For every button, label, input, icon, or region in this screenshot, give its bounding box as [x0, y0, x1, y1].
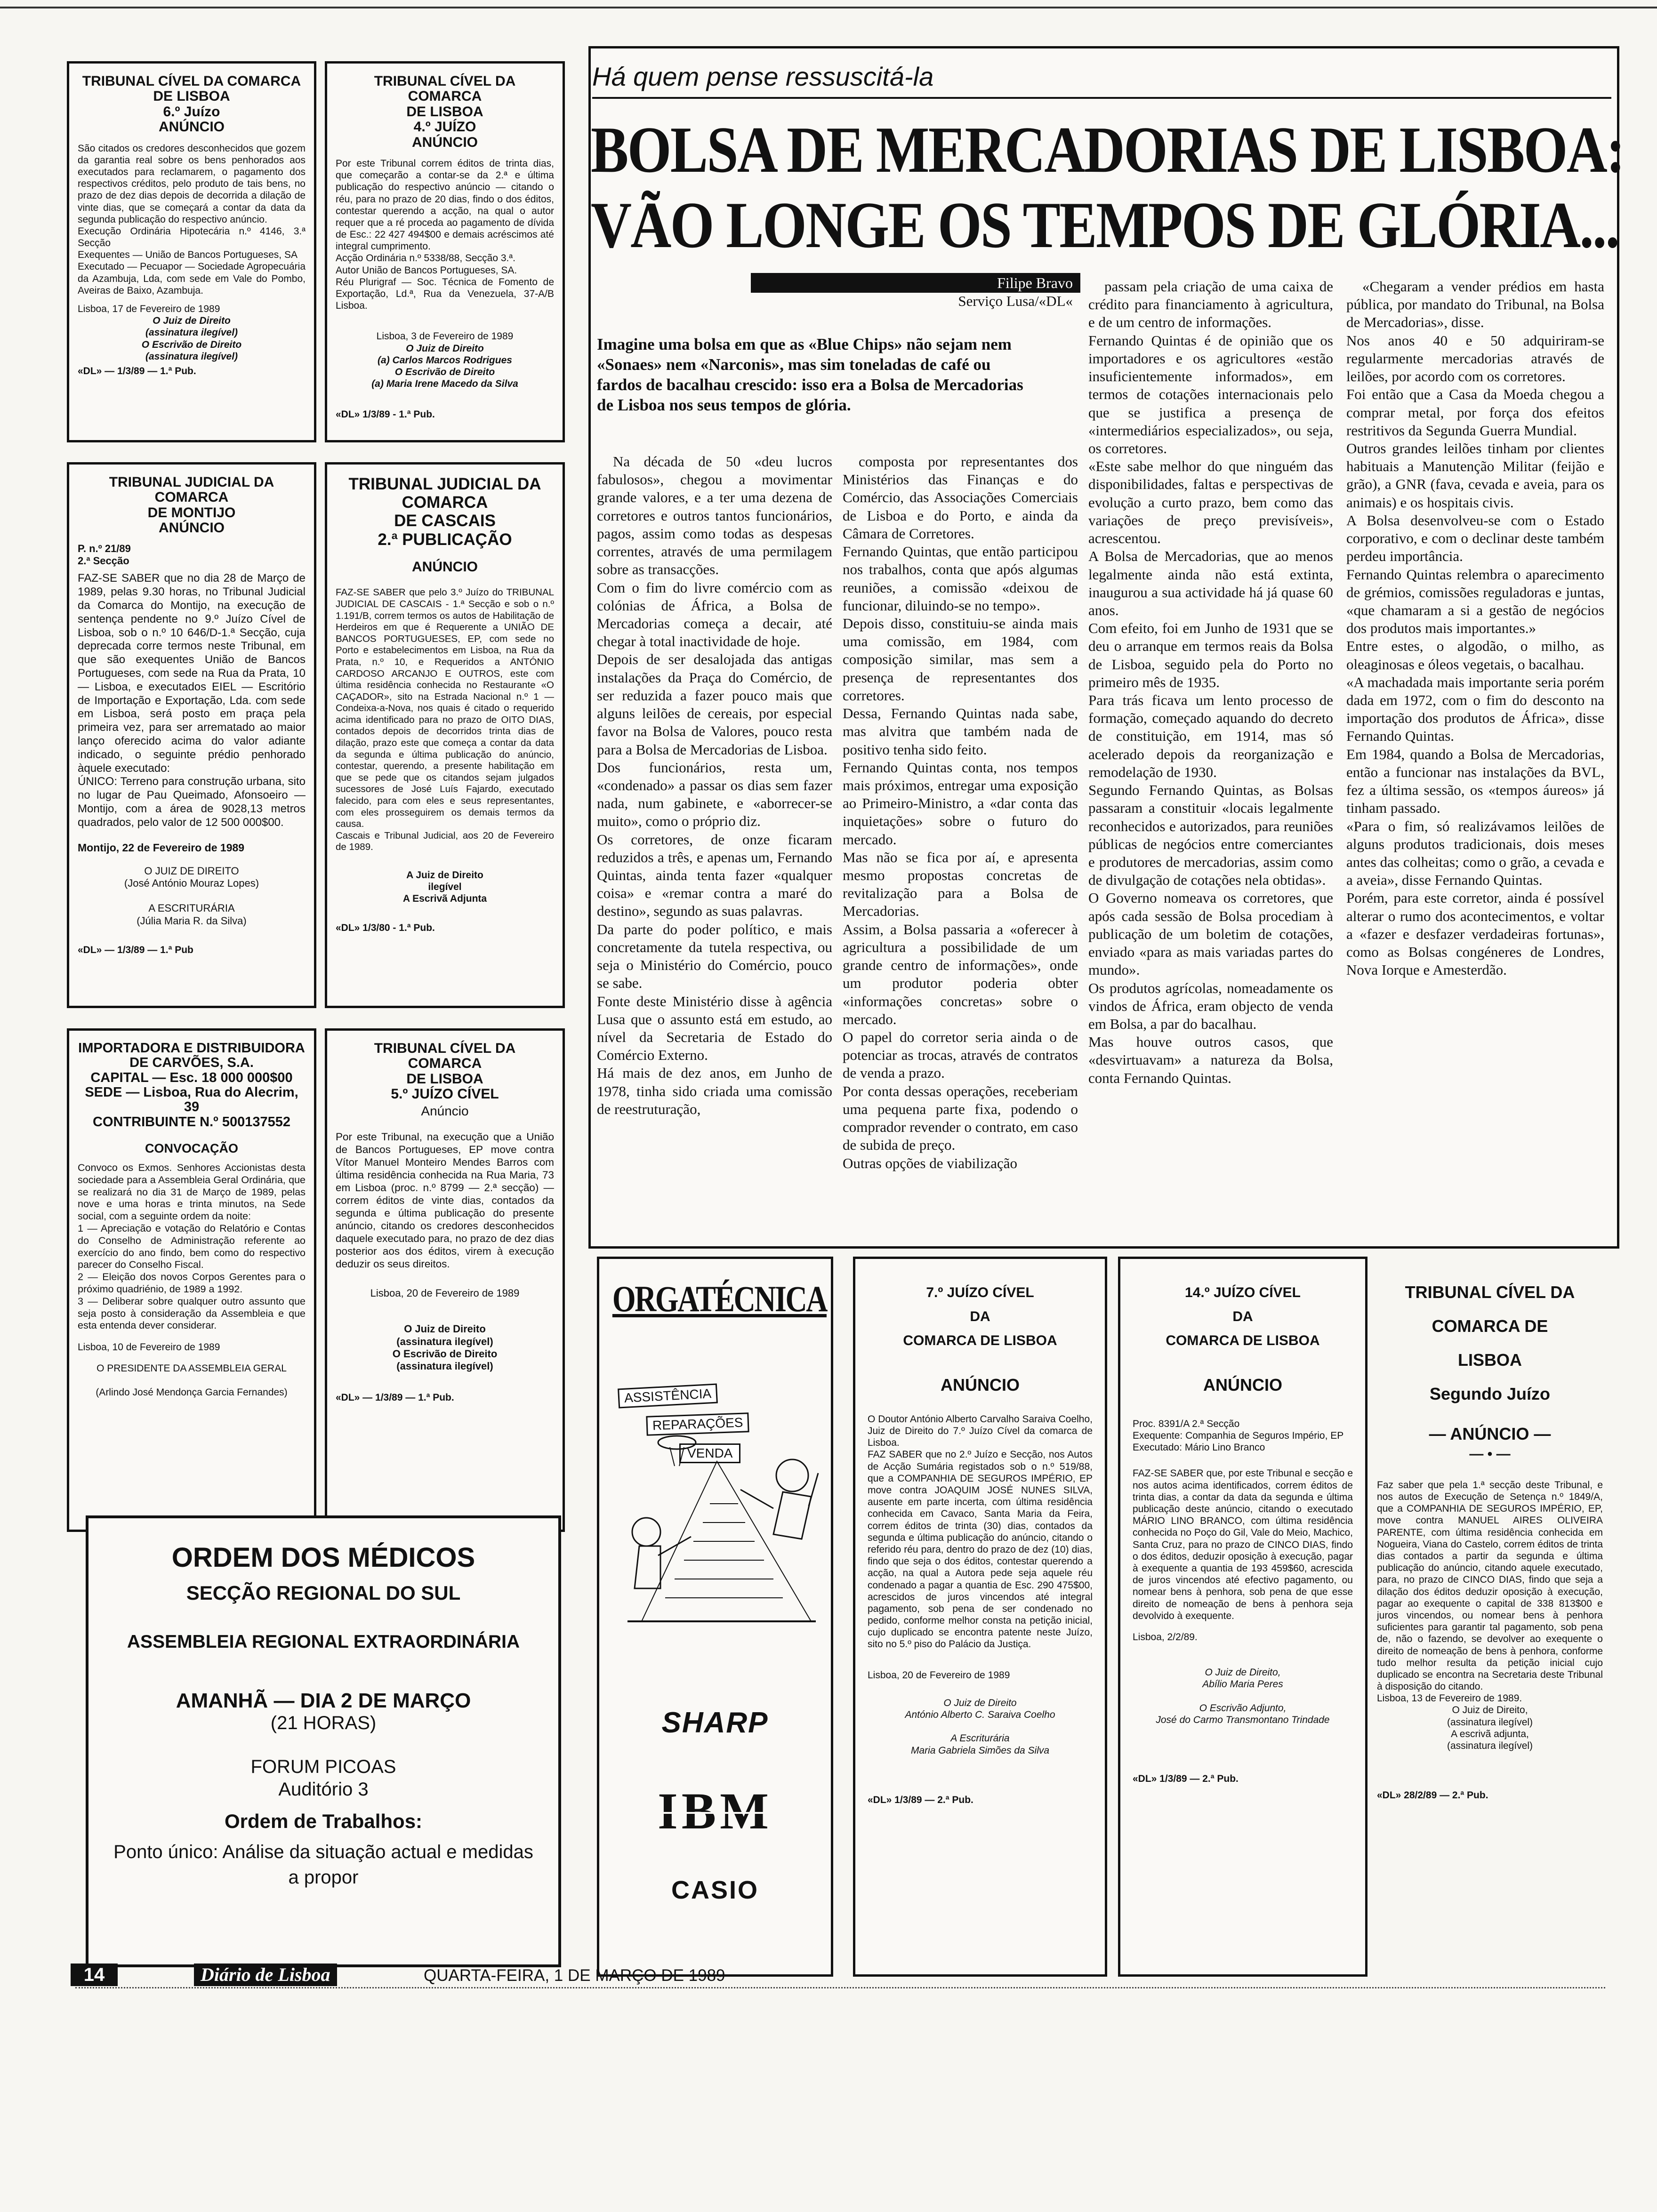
notice-subtitle: — ANÚNCIO —	[1429, 1424, 1551, 1443]
article-column-4: «Chegaram a vender prédios em hasta pública, por mandato do Tribunal, na Bolsa de Mercadorias», disse. Nos anos 40 e 50 adquiriram-se regularmente mercadorias através de leilões, por acordo com os corretores. Foi então que a Casa da Moeda chegou a comprar metal, por força dos efeitos restritivos da Segunda Guerra Mundial. Outros grandes leilões tinham por clientes habituais a Manutenção Militar (feijão e grão), a GNR (fava, cevada e aveia, para os animais) e os hospitais civis. A Bolsa desenvolveu-se com o Estado corporativo, e com o declinar deste também perdeu importância. Fernando Quintas relembra o aparecimento de grémios, comissões reguladoras e juntas, «que chamaram a si a gestão de negócios dos produtos mais importantes.» Entre estes, o algodão, o milho, as oleaginosas e óleos vegetais, o bacalhau. «A machadada mais importante seria porém dada em 1972, com o fim do desconto na importação dos produtos de África», disse Fernando Quintas. Em 1984, quando a Bolsa de Mercadorias, então a funcionar nas instalações da BVL, fez a última sessão, os «tempos áureos» já tinham passado. «Para o fim, só realizávamos leilões de alguns produtos tradicionais, dois meses antes das colheitas; como o grão, a cevada e a aveia», disse Fernando Quintas. Porém, para este corretor, ainda é possível alterar o rumo dos acontecimentos, e voltar a «fazer e desfazer verdadeiras fortunas», como as Bolsas congéneres de Londres, Nova Iorque e Amesterdão.	[1346, 278, 1604, 978]
article-column-3: passam pela criação de uma caixa de crédito para financiamento à agricultura, e de um centro de informações. Fernando Quintas é de opinião que os importadores e os agricultores «estão insuficientemente informados», em termos de cotações internacionais pelo que se justifica a presença de «intermediários especializados», ou seja, os corretores. «Este sabe melhor do que ninguém das disponibilidades, faltas e perspectivas de evolução a curto prazo, bem como das variações de preço previsíveis», acrescentou. A Bolsa de Mercadorias, que ao menos legalmente ainda não está extinta, inaugurou a sua actividade há já quase 60 anos. Com efeito, foi em Junho de 1931 que se deu o arranque em termos reais da Bolsa de Lisboa, seguido pela do Porto no primeiro mês de 1935. Para trás ficava um lento processo de formação, começado aquando do decreto de constituição, em 1914, mas só acelerado depois da reorganização e remodelação de 1930. Segundo Fernando Quintas, as Bolsas passaram a constituir «locais legalmente reconhecidos e autorizados, para reuniões públicas de negócios entre comerciantes e produtores de mercadorias, assim como de divulgação de cotações nela obtidas». O Governo nomeava os corretores, que após cada sessão de Bolsa procediam à publicação de um boletim de cotações, enviado «para as mais variadas partes do mundo». Os produtos agrícolas, nomeadamente os vindos de África, eram objecto de venda em Bolsa, a par do bacalhau. Mas houve outros casos, que «desvirtuavam» a natureza da Bolsa, conta Fernando Quintas.	[1088, 278, 1333, 1086]
ad-agenda: Ponto único: Análise da situação actual e medidas a propor	[113, 1842, 533, 1888]
notice-date: Lisboa, 20 de Fevereiro de 1989	[868, 1669, 1010, 1681]
notice-signatures: O Juiz de Direito (a) Carlos Marcos Rodrigues O Escrivão de Direito (a) Maria Irene Macedo da Silva	[371, 343, 518, 390]
notice-ref: «DL» 1/3/89 — 2.ª Pub.	[868, 1794, 973, 1805]
notice-body: São citados os credores desconhecidos que gozem da garantia real sobre os bens penhorados aos executados para reclamarem, o pagamento dos respectivos créditos, pelo produto de tais bens, no prazo de dez dias depois de decorrida a dilação de vinte dias, que se começará a contar da data da segunda publicação do respectivo anúncio. Execução Ordinária Hipotecária n.º 4146, 3.ª Secção Exequentes — União de Bancos Portugueses, SA Executado — Pecuapor — Sociedade Agropecuária da Azambuja, Lda, com sede em Vale do Pombo, Aveiras de Baixo, Azambuja.	[78, 143, 306, 296]
ad-time: (21 HORAS)	[270, 1713, 377, 1733]
notice-body: O Doutor António Alberto Carvalho Saraiva Coelho, Juiz de Direito do 7.º Juízo Cível da comarca de Lisboa. FAZ SABER que no 2.º Juízo e Secção, nos Autos de Acção Sumária registados sob o n.º 519/88, que a COMPANHIA DE SEGUROS IMPÉRIO, EP move contra JOAQUIM JOSÉ NUNES SILVA, ausente em parte incerta, com última residência conhecida em Cavaco, Santa Maria da Feira, correm éditos de trinta (30) dias, contados da segunda e última publicação do anúncio, citando o referido réu para, dentro do prazo de dez (10) dias, findo que seja o dos éditos, contestar querendo a acção, na qual a Autora pede seja aquele réu condenado a pagar a quantia de Esc. 290 475$00, acrescidos de juros vincendos até integral pagamento, sob pena de ser condenado no pedido, conforme melhor consta na petição inicial, cujo duplicado se encontra patente neste Juízo, sito no 5.º piso do Palácio da Justiça.	[868, 1413, 1093, 1650]
notice-title: TRIBUNAL CÍVEL DA COMARCA DE LISBOA 6.º Juízo ANÚNCIO	[82, 73, 301, 135]
article-headline-line-2: VÃO LONGE OS TEMPOS DE GLÓRIA...	[591, 189, 1619, 262]
notice-date: Montijo, 22 de Fevereiro de 1989	[78, 842, 245, 854]
ad-agenda-title: Ordem de Trabalhos:	[224, 1810, 423, 1832]
notice-ref: «DL» — 1/3/89 — 1.ª Pub.	[78, 365, 196, 377]
notice-title: TRIBUNAL JUDICIAL DA COMARCA DE CASCAIS 2.ª PUBLICAÇÃO	[348, 475, 541, 549]
masthead: Diário de Lisboa	[194, 1964, 337, 1986]
notice-7-juizo-civel	[853, 1257, 1107, 1977]
article-kicker: Há quem pense ressuscitá-la	[592, 62, 934, 91]
notice-title: 7.º JUÍZO CÍVEL DA COMARCA DE LISBOA	[903, 1285, 1057, 1348]
page-date: QUARTA-FEIRA, 1 DE MARÇO DE 1989	[424, 1966, 725, 1985]
notice-body: FAZ-SE SABER que no dia 28 de Março de 1989, pelas 9.30 horas, no Tribunal Judicial da Comarca do Montijo, na execução de sentença pendente no 9.º Juízo Cível de Lisboa, sob o n.º 10 646/D-1.ª Secção, cuja deprecada corre termos neste Tribunal, em que são exequentes União de Bancos Portugueses, com sede na Rua da Prata, 10 — Lisboa, e executados EIEL — Escritório de Importação e Exportação, Lda. com sede em Lisboa, será posto em praça pela primeira vez, para ser arrematado ao maior lanço oferecido acima do valor adiante indicado, o seguinte prédio penhorado àquele executado: ÚNICO: Terreno para construção urbana, sito no lugar de Pau Queimado, Afonsoeiro — Montijo, com a área de 9028,13 metros quadrados, pelo valor de 12 500 000$00.	[78, 572, 306, 829]
dot-divider: — • —	[1469, 1446, 1511, 1462]
notice-signatures: O Juiz de Direito (assinatura ilegível) O Escrivão de Direito (assinatura ilegível)	[392, 1323, 498, 1372]
notice-body: FAZ-SE SABER que, por este Tribunal e secção e nos autos acima identificados, correm éditos de trinta dias, a contar da data da segunda e última publicação deste anúncio, citando o executado MÁRIO LINO BRANCO, com última residência conhecida no Poço do Gil, Vale do Meio, Machico, Santa Cruz, para no prazo de CINCO DIAS, findo o dos éditos, deduzir oposição à execução, pagar à exequente a quantia de 193 459$60, acrescida de juros vincendos até efectivo pagamento, ou nomear bens à penhora, sob pena de que esse direito de nomeação de bens à penhora seja devolvido à exequente.	[1133, 1468, 1353, 1621]
notice-signatures: O Juiz de Direito António Alberto C. Saraiva Coelho A Escriturária Maria Gabriela Simões da Silva	[905, 1697, 1055, 1756]
brand-ibm: IBM	[658, 1782, 772, 1840]
notice-signatures: A Juiz de Direito ilegível A Escrivã Adjunta	[402, 870, 487, 905]
notice-tribunal-cascais	[325, 462, 565, 1008]
notice-title: TRIBUNAL CÍVEL DA COMARCA DE LISBOA 4.º JUÍZO ANÚNCIO	[374, 73, 516, 150]
notice-tribunal-civel-5-juizo	[325, 1028, 565, 1532]
notice-date: Lisboa, 20 de Fevereiro de 1989	[370, 1287, 520, 1299]
notice-body: Faz saber que pela 1.ª secção deste Tribunal, e nos autos de Execução de Setença n.º 1849/A, que a COMPANHIA DE SEGUROS IMPÉRIO, EP, move contra MANUEL AIRES OLIVEIRA PARENTE, com última residência conhecida em Nogueira, Viana do Castelo, correm éditos de trinta dias contados a partir da segunda e última publicação do anúncio, citando aquele executado, para, no prazo de CINCO DIAS, findo que seja a dilação dos éditos deduzir oposição à execução, pagar ao exequente o capital de 338 813$00 e juros vincendos, ou nomear bens à penhora suficientes para garantir tal pagamento, sob pena de, não o fazendo, se devolver ao exequente o direito de nomeação de bens à penhora, conforme tudo melhor resulta da petição inicial cujo duplicado se encontra na Secretaria deste Tribunal à disposição do citando. Lisboa, 13 de Fevereiro de 1989.	[1377, 1479, 1603, 1704]
notice-ref: «DL» 28/2/89 — 2.ª Pub.	[1377, 1790, 1488, 1801]
page-number: 14	[71, 1964, 118, 1986]
tag-venda: VENDA	[679, 1443, 740, 1463]
article-author: Filipe Bravo	[751, 273, 1080, 293]
notice-subtitle: CONVOCAÇÃO	[145, 1141, 238, 1155]
article-headline-line-1: BOLSA DE MERCADORIAS DE LISBOA:	[591, 113, 1624, 186]
notice-title: TRIBUNAL JUDICIAL DA COMARCA DE MONTIJO ANÚNCIO	[109, 474, 274, 536]
article-lead: Imagine uma bolsa em que as «Blue Chips» não sejam nem «Sonaes» nem «Narconis», mas sim toneladas de café ou fardos de bacalhau crescido: isso era a Bolsa de Mercadorias de Lisboa nos seus tempos de glória.	[597, 335, 1023, 415]
notice-signatures: O Juiz de Direito, (assinatura ilegível) A escrivã adjunta, (assinatura ilegível)	[1447, 1705, 1533, 1751]
notice-body: FAZ-SE SABER que pelo 3.º Juízo do TRIBUNAL JUDICIAL DE CASCAIS - 1.ª Secção e sob o n.º 1.191/B, correm termos os autos de Habilitação de Herdeiros em que é Requerente a UNIÃO DE BANCOS PORTUGUESES, EP, com sede no Porto e estabelecimentos em Lisboa, na Rua da Prata, n.º 10, e Requeridos a ANTÓNIO CARDOSO ARCANJO E OUTROS, este com última residência conhecida no Restaurante «O CAÇADOR», sito na Estrada Nacional n.º 1 — Condeixa-a-Nova, nos quais é citado o requerido acima identificado para no prazo de OITO DIAS, contados depois de decorridos trinta dias de dilação, prazo este que começa a contar da data da segunda e última publicação do anúncio, contestar, querendo, a presente habilitação em que se pede que os citandos sejam julgados sucessores de José Luís Fajardo, executado falecido, para com eles e seus representantes, com eles prosseguirem os demais termos da causa. Cascais e Tribunal Judicial, aos 20 de Fevereiro de 1989.	[336, 587, 554, 853]
notice-title: 14.º JUÍZO CÍVEL DA COMARCA DE LISBOA	[1166, 1285, 1320, 1348]
notice-subtitle: Anúncio	[421, 1103, 469, 1118]
notice-title: TRIBUNAL CÍVEL DA COMARCA DE LISBOA Segundo Juízo	[1405, 1282, 1575, 1403]
article-agency: Serviço Lusa/«DL«	[958, 293, 1073, 309]
notice-signatures: O JUIZ DE DIREITO (José António Mouraz Lopes) A ESCRITURÁRIA (Júlia Maria R. da Silva)	[124, 865, 259, 927]
notice-date: Lisboa, 3 de Fevereiro de 1989	[376, 331, 514, 342]
tag-assistencia: ASSISTÊNCIA	[618, 1384, 718, 1409]
notice-tribunal-civel-4-juizo	[325, 61, 565, 442]
notice-title: TRIBUNAL CÍVEL DA COMARCA DE LISBOA 5.º JUÍZO CÍVEL	[374, 1041, 516, 1102]
brand-casio: CASIO	[671, 1876, 759, 1904]
notice-importadora-carvoes	[67, 1028, 316, 1532]
notice-ref: «DL» 1/3/89 - 1.ª Pub.	[336, 409, 435, 420]
article-column-1: Na década de 50 «deu lucros fabulosos», chegou a movimentar grande valores, e a ter uma dezena de corretores e outros tantos funcionários, pagos, assim como todas as despesas correntes, através de uma permilagem sobre as transacções. Com o fim do livre comércio com as colónias de África, a Bolsa de Mercadorias começa a decair, até chegar à total inactividade de hoje. Depois de ser desalojada das antigas instalações da Praça do Comércio, de ser reduzida a fazer pouco mais que alguns leilões de cereais, por especial favor na Bolsa de Valores, pouco resta para a Bolsa de Mercadorias de Lisboa. Dos funcionários, resta um, «condenado» a passar os dias sem fazer nada, num gabinete, e «aborrecer-se muito», como o próprio diz. Os corretores, de onze ficaram reduzidos a três, e apenas um, Fernando Quintas, ainda tenta fazer «qualquer coisa» e «remar contra a maré do destino», segundo as suas palavras. Da parte do poder político, e mais concretamente da tutela respectiva, ou seja o Ministério do Comércio, pouco se sabe. Fonte deste Ministério disse à agência Lusa que o assunto está em estudo, ao nível da Secretaria de Estado do Comércio Externo. Há mais de dez anos, em Junho de 1978, tinha sido criada uma comissão de reestruturação,	[597, 453, 832, 1117]
ad-assembly: ASSEMBLEIA REGIONAL EXTRAORDINÁRIA	[127, 1632, 520, 1652]
ad-title: ORDEM DOS MÉDICOS	[171, 1542, 475, 1573]
notice-14-juizo-civel	[1118, 1257, 1367, 1977]
notice-subtitle: ANÚNCIO	[412, 559, 478, 575]
notice-signatures: O Juiz de Direito, Abílio Maria Peres O Escrivão Adjunto, José do Carmo Transmontano Trindade	[1156, 1667, 1330, 1725]
notice-subtitle: ANÚNCIO	[1203, 1375, 1282, 1395]
tag-reparacoes: REPARAÇÕES	[646, 1412, 749, 1436]
footer-rule	[75, 1987, 1605, 1988]
brand-sharp: SHARP	[661, 1707, 769, 1739]
top-rule	[0, 7, 1657, 8]
notice-proc: Proc. 8391/A 2.ª Secção Exequente: Companhia de Seguros Império, EP Executado: Mário Lino Branco	[1133, 1418, 1344, 1453]
notice-tribunal-montijo	[67, 462, 316, 1008]
notice-title: IMPORTADORA E DISTRIBUIDORA DE CARVÕES, S.A. CAPITAL — Esc. 18 000 000$00 SEDE — Lisboa, Rua do Alecrim, 39 CONTRIBUINTE N.º 500137552	[78, 1041, 305, 1130]
cartoon-illustration-icon	[613, 1377, 820, 1631]
notice-signatures: O Juiz de Direito (assinatura ilegível) O Escrivão de Direito (assinatura ilegível)	[141, 315, 242, 362]
notice-body: Por este Tribunal, na execução que a União de Bancos Portugueses, EP move contra Vítor Manuel Monteiro Mendes Barros com última residência conhecida na Rua Maria, 73 em Lisboa (proc. n.º 8799 — 2.ª secção) — correm éditos de vinte dias, contados da segunda e última publicação do presente anúncio, citando os credores desconhecidos daquele executado para, no prazo de dez dias posterior aos dos éditos, virem à execução deduzir os seus direitos.	[336, 1130, 554, 1270]
notice-date: Lisboa, 2/2/89.	[1133, 1631, 1198, 1643]
notice-signatures: O PRESIDENTE DA ASSEMBLEIA GERAL (Arlindo José Mendonça Garcia Fernandes)	[96, 1363, 288, 1398]
notice-tribunal-civel-6-juizo	[67, 61, 316, 442]
ad-date: AMANHÃ — DIA 2 DE MARÇO	[176, 1689, 471, 1712]
ad-venue: FORUM PICOAS Auditório 3	[250, 1756, 396, 1800]
notice-body: Convoco os Exmos. Senhores Accionistas desta sociedade para a Assembleia Geral Ordinária, que se realizará no dia 31 de Março de 1989, pelas nove e uma horas e trinta minutos, na Sede social, com a seguinte ordem da noite: 1 — Apreciação e votação do Relatório e Contas do Conselho de Administração referente ao exercício do ano findo, bem como do respectivo parecer do Conselho Fiscal. 2 — Eleição dos novos Corpos Gerentes para o próximo quadriénio, de 1989 a 1992. 3 — Deliberar sobre qualquer outro assunto que seja posto à consideração da Assembleia e que esta entenda dever considerar.	[78, 1162, 306, 1331]
notice-date: Lisboa, 17 de Fevereiro de 1989	[78, 304, 220, 314]
ad-subtitle: SECÇÃO REGIONAL DO SUL	[186, 1582, 461, 1604]
notice-proc: P. n.º 21/89 2.ª Secção	[78, 542, 131, 567]
orgatecnica-ad	[597, 1257, 833, 1977]
article-column-2: composta por representantes dos Ministérios das Finanças e do Comércio, das Associações Comerciais de Lisboa e do Porto, e ainda da Câmara de Corretores. Fernando Quintas, que então participou nos trabalhos, conta que após algumas reuniões, a comissão «deixou de funcionar, diluindo-se no tempo». Depois disso, constituiu-se ainda mais uma comissão, em 1984, com composição similar, mas sem a presença de representantes dos corretores. Dessa, Fernando Quintas nada sabe, mas alvitra que também nada de positivo tenha sido feito. Fernando Quintas conta, nos tempos mais próximos, entregar uma exposição ao Primeiro-Ministro, a «dar conta das inquietações» sobre o futuro do mercado. Mas não se fica por aí, e apresenta mesmo propostas concretas de revitalização para a Bolsa de Mercadorias. Assim, a Bolsa passaria a «oferecer à agricultura a possibilidade de um grande centro de informações», onde um produtor poderia obter «informações concretas» sobre o mercado. O papel do corretor seria ainda o de potenciar as trocas, através de contratos de venda a prazo. Por conta dessas operações, receberiam uma pequena parte fixa, podendo o comprador revender o contrato, em caso de subida de preço. Outras opções de viabilização	[843, 453, 1078, 1171]
notice-subtitle: ANÚNCIO	[941, 1375, 1020, 1395]
notice-ref: «DL» 1/3/80 - 1.ª Pub.	[336, 922, 435, 933]
notice-segundo-juizo	[1367, 1257, 1612, 1977]
ordem-dos-medicos-ad	[86, 1515, 561, 1967]
orgatecnica-logo: ORGATÉCNICA	[612, 1278, 827, 1319]
kicker-rule	[592, 97, 1611, 99]
notice-ref: «DL» 1/3/89 — 2.ª Pub.	[1133, 1773, 1239, 1784]
notice-ref: «DL» — 1/3/89 — 1.ª Pub.	[336, 1392, 454, 1403]
notice-body: Por este Tribunal correm éditos de trinta dias, que começarão a contar-se da 2.ª e última publicação do respectivo anúncio — citando o réu, para no prazo de 20 dias, findo o dos éditos, contestar querendo a acção, na qual o autor requer que a ré proceda ao pagamento de dívida de Esc.: 22 427 494$00 e demais acréscimos até integral cumprimento. Acção Ordinária n.º 5338/88, Secção 3.ª. Autor União de Bancos Portugueses, SA. Réu Plurigraf — Soc. Técnica de Fomento de Exportação, Ld.ª, Rua da Venezuela, 37-A/B Lisboa.	[336, 158, 554, 312]
notice-date: Lisboa, 10 de Fevereiro de 1989	[78, 1342, 220, 1353]
notice-ref: «DL» — 1/3/89 — 1.ª Pub	[78, 945, 193, 956]
